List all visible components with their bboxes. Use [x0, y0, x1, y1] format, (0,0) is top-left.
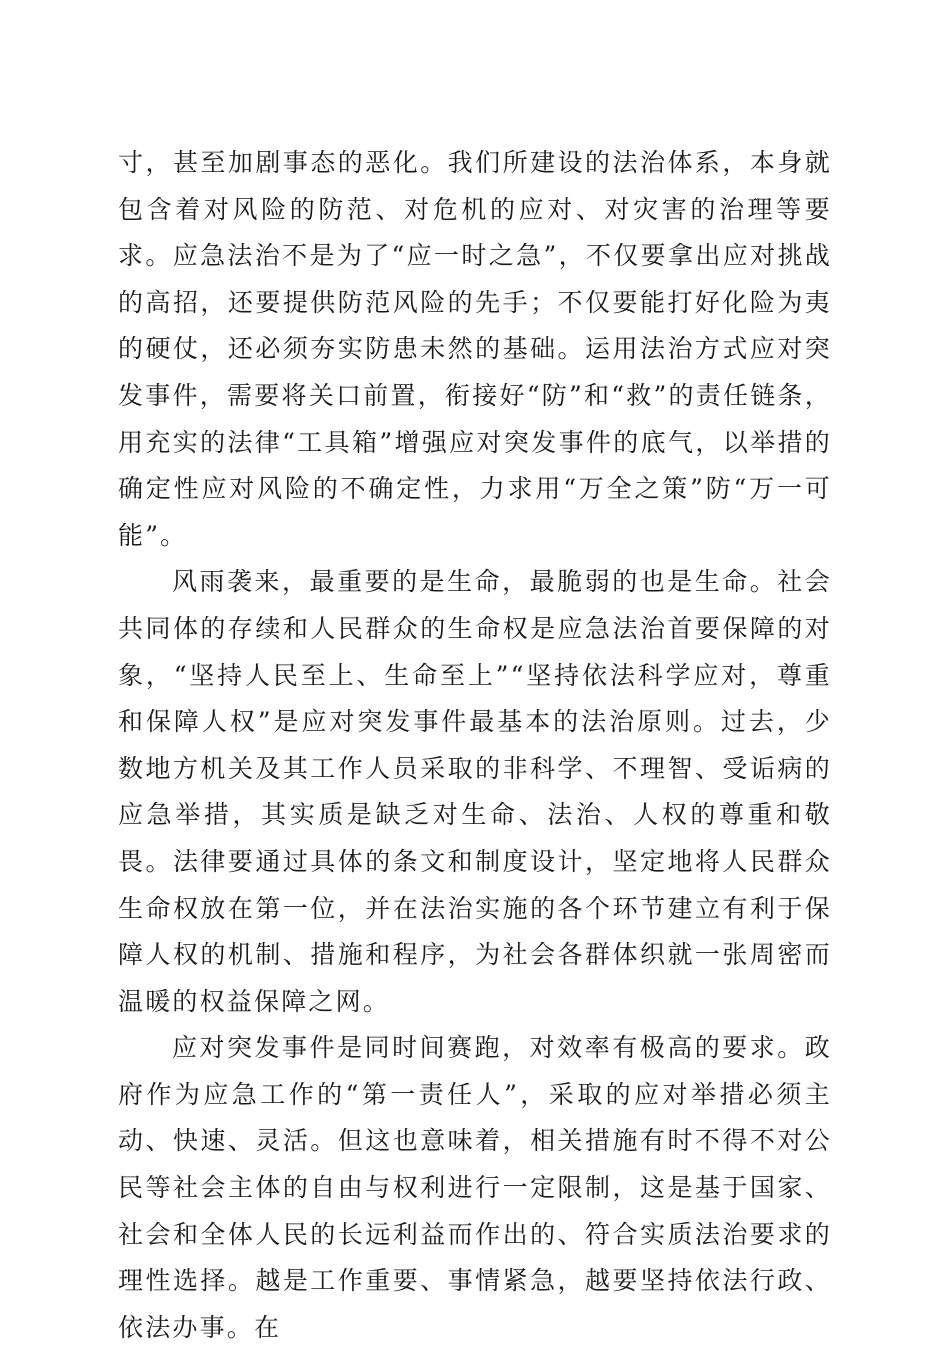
paragraph-3: 应对突发事件是同时间赛跑，对效率有极高的要求。政府作为应急工作的“第一责任人”，采取的应对举措必须主动、快速、灵活。但这也意味着，相关措施有时不得不对公民等社会主体的自由与权利进行一定限制，这是基于国家、社会和全体人民的长远利益而作出的、符合实质法治要求的理性选择。越是工作重要、事情紧急，越要坚持依法行政、依法办事。在 [118, 1033, 832, 1342]
paragraph-2: 风雨袭来，最重要的是生命，最脆弱的也是生命。社会共同体的存续和人民群众的生命权是应急法治首要保障的对象，“坚持人民至上、生命至上”“坚持依法科学应对，尊重和保障人权”是应对突发事件最基本的法治原则。过去，少数地方机关及其工作人员采取的非科学、不理智、受诟病的应急举措，其实质是缺乏对生命、法治、人权的尊重和敬畏。法律要通过具体的条文和制度设计，坚定地将人民群众生命权放在第一位，并在法治实施的各个环节建立有利于保障人权的机制、措施和程序，为社会各群体织就一张周密而温暖的权益保障之网。 [118, 567, 832, 1016]
paragraph-1: 寸，甚至加剧事态的恶化。我们所建设的法治体系，本身就包含着对风险的防范、对危机的应对、对灾害的治理等要求。应急法治不是为了“应一时之急”，不仅要拿出应对挑战的高招，还要提供防范风险的先手；不仅要能打好化险为夷的硬仗，还必须夯实防患未然的基础。运用法治方式应对突发事件，需要将关口前置，衔接好“防”和“救”的责任链条，用充实的法律“工具箱”增强应对突发事件的底气，以举措的确定性应对风险的不确定性，力求用“万全之策”防“万一可能”。 [118, 148, 832, 550]
body-text [118, 140, 832, 1351]
